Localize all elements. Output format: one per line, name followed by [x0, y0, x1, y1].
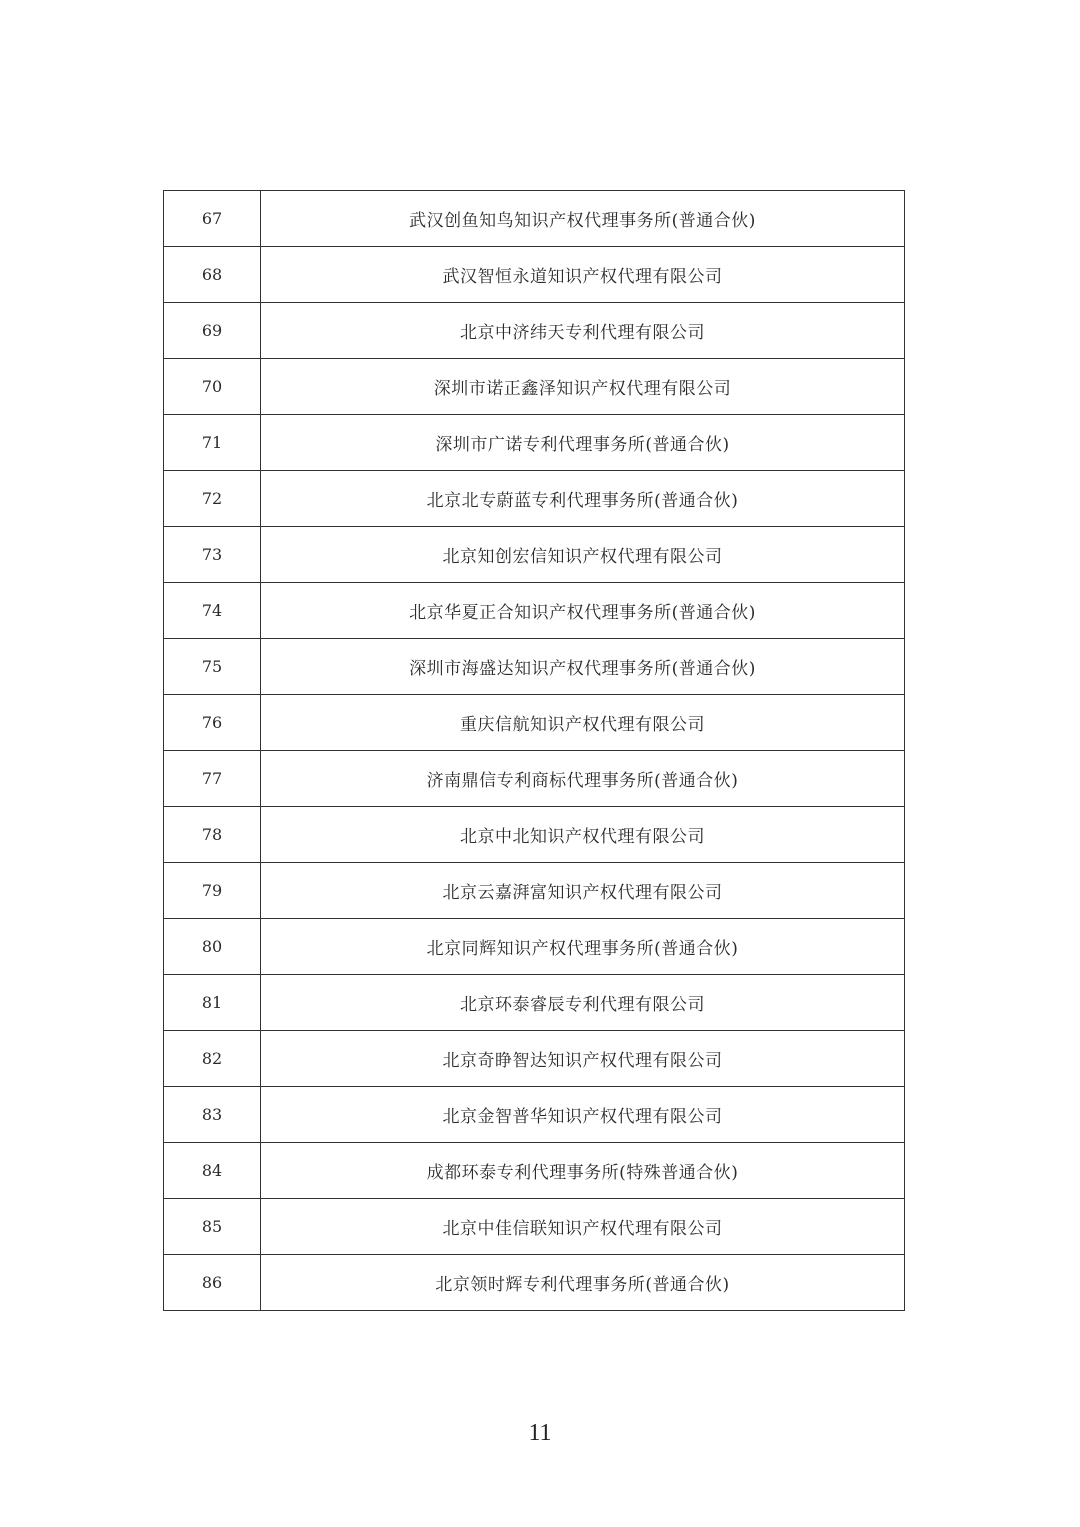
row-number-cell: 75	[164, 639, 261, 695]
table-row	[164, 303, 905, 359]
agency-name-cell: 北京中北知识产权代理有限公司	[261, 807, 905, 863]
agency-name-cell: 北京中济纬天专利代理有限公司	[261, 303, 905, 359]
agency-name-cell: 成都环泰专利代理事务所(特殊普通合伙)	[261, 1143, 905, 1199]
row-number-cell: 85	[164, 1199, 261, 1255]
agency-name-cell: 深圳市海盛达知识产权代理事务所(普通合伙)	[261, 639, 905, 695]
table-row	[164, 695, 905, 751]
table-row	[164, 639, 905, 695]
row-number-cell: 74	[164, 583, 261, 639]
row-number-cell: 72	[164, 471, 261, 527]
row-number-cell: 69	[164, 303, 261, 359]
agency-name-cell: 深圳市诺正鑫泽知识产权代理有限公司	[261, 359, 905, 415]
agency-name-cell: 武汉创鱼知鸟知识产权代理事务所(普通合伙)	[261, 191, 905, 247]
agency-name-cell: 北京云嘉湃富知识产权代理有限公司	[261, 863, 905, 919]
row-number-cell: 67	[164, 191, 261, 247]
table-row	[164, 415, 905, 471]
row-number-cell: 68	[164, 247, 261, 303]
table-row	[164, 807, 905, 863]
table-row	[164, 191, 905, 247]
agency-name-cell: 北京知创宏信知识产权代理有限公司	[261, 527, 905, 583]
table-row	[164, 1143, 905, 1199]
row-number-cell: 76	[164, 695, 261, 751]
table-row	[164, 1255, 905, 1311]
table-row	[164, 751, 905, 807]
agency-name-cell: 武汉智恒永道知识产权代理有限公司	[261, 247, 905, 303]
table-row	[164, 527, 905, 583]
row-number-cell: 78	[164, 807, 261, 863]
table-row	[164, 1031, 905, 1087]
row-number-cell: 86	[164, 1255, 261, 1311]
agency-name-cell: 北京中佳信联知识产权代理有限公司	[261, 1199, 905, 1255]
agency-name-cell: 北京金智普华知识产权代理有限公司	[261, 1087, 905, 1143]
table-row	[164, 1087, 905, 1143]
row-number-cell: 73	[164, 527, 261, 583]
table-row	[164, 863, 905, 919]
agency-name-cell: 济南鼎信专利商标代理事务所(普通合伙)	[261, 751, 905, 807]
table-row	[164, 359, 905, 415]
row-number-cell: 84	[164, 1143, 261, 1199]
agency-name-cell: 北京环泰睿辰专利代理有限公司	[261, 975, 905, 1031]
agency-name-cell: 北京领时辉专利代理事务所(普通合伙)	[261, 1255, 905, 1311]
agency-table-body	[164, 191, 905, 1311]
row-number-cell: 83	[164, 1087, 261, 1143]
row-number-cell: 81	[164, 975, 261, 1031]
agency-name-cell: 北京北专蔚蓝专利代理事务所(普通合伙)	[261, 471, 905, 527]
table-row	[164, 919, 905, 975]
row-number-cell: 80	[164, 919, 261, 975]
table-row	[164, 247, 905, 303]
agency-name-cell: 北京奇睁智达知识产权代理有限公司	[261, 1031, 905, 1087]
row-number-cell: 79	[164, 863, 261, 919]
agency-table	[163, 190, 905, 1311]
table-row	[164, 1199, 905, 1255]
table-row	[164, 583, 905, 639]
table-row	[164, 471, 905, 527]
agency-name-cell: 北京华夏正合知识产权代理事务所(普通合伙)	[261, 583, 905, 639]
table-row	[164, 975, 905, 1031]
row-number-cell: 71	[164, 415, 261, 471]
agency-name-cell: 深圳市广诺专利代理事务所(普通合伙)	[261, 415, 905, 471]
row-number-cell: 70	[164, 359, 261, 415]
row-number-cell: 77	[164, 751, 261, 807]
row-number-cell: 82	[164, 1031, 261, 1087]
agency-name-cell: 北京同辉知识产权代理事务所(普通合伙)	[261, 919, 905, 975]
page-number: 11	[528, 1420, 552, 1446]
agency-name-cell: 重庆信航知识产权代理有限公司	[261, 695, 905, 751]
